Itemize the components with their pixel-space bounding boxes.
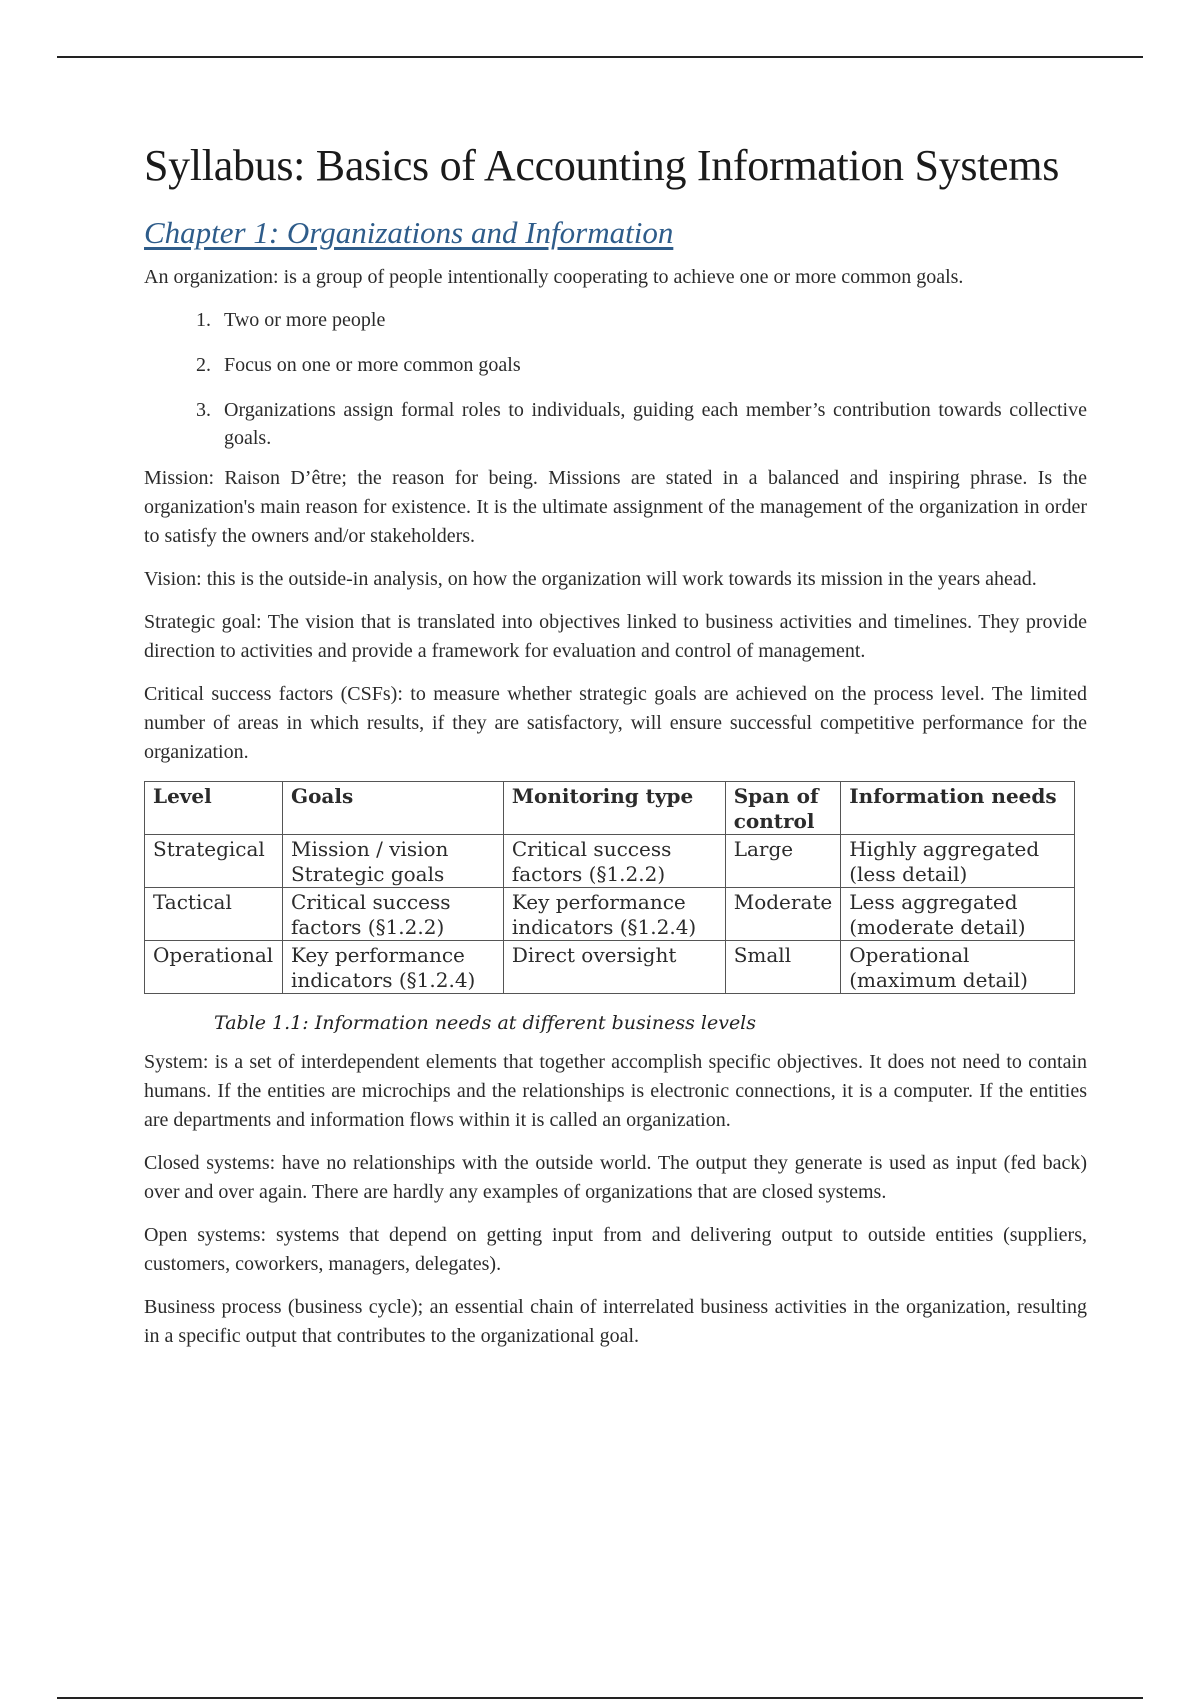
cell-info (841, 941, 1075, 994)
document-body (144, 140, 1087, 1365)
cell-goals (282, 888, 503, 941)
header-span-of-control: Span of control (725, 782, 841, 835)
cell-level: Tactical (145, 888, 283, 941)
cell-line: Key performance (511, 890, 686, 915)
header-monitoring-type: Monitoring type (503, 782, 725, 835)
cell-line: Less aggregated (849, 890, 1018, 915)
cell-line: (less detail) (849, 862, 968, 887)
cell-line: factors (§1.2.2) (511, 862, 666, 887)
vision-paragraph: Vision: this is the outside-in analysis, on how the organization will work towards its mission in the years ahead. (144, 568, 1037, 591)
list-item: 3. Organizations assign formal roles to individuals, guiding each member’s contribution towards collective goals. (216, 396, 1087, 452)
cell-info (841, 835, 1075, 888)
table-caption: Table 1.1: Information needs at different business levels (214, 1012, 757, 1035)
cell-line: Direct oversight (511, 943, 677, 968)
cell-line: Highly aggregated (849, 837, 1040, 862)
list-item: 1. Two or more people (216, 306, 1087, 334)
cell-level: Strategical (145, 835, 283, 888)
organization-definition: An organization: is a group of people intentionally cooperating to achieve one or more common goals. (144, 266, 964, 289)
mission-paragraph: Mission: Raison D’être; the reason for being. Missions are stated in a balanced and inspiring phrase. Is the organization's main reason for existence. It is the ultimate assignment of the management of the organization in order to satisfy the owners and/or stakeholders. (144, 467, 1087, 548)
closed-systems-paragraph: Closed systems: have no relationships with the outside world. The output they generate is used as input (fed back) over and over again. There are hardly any examples of organizations that are closed systems. (144, 1152, 1087, 1204)
cell-monitoring (503, 888, 725, 941)
cell-goals (282, 941, 503, 994)
header-goals: Goals (282, 782, 503, 835)
cell-span: Small (725, 941, 841, 994)
cell-line: Mission / vision (290, 837, 449, 862)
cell-span: Moderate (725, 888, 841, 941)
cell-line: Strategic goals (290, 862, 445, 887)
cell-line: indicators (§1.2.4) (290, 968, 476, 993)
cell-span: Large (725, 835, 841, 888)
header-level: Level (145, 782, 283, 835)
information-needs-table (144, 781, 1075, 994)
cell-info (841, 888, 1075, 941)
cell-line: (maximum detail) (849, 968, 1028, 993)
business-process-paragraph: Business process (business cycle); an essential chain of interrelated business activities in the organization, resulting in a specific output that contributes to the organizational goal. (144, 1296, 1087, 1348)
list-item: 2. Focus on one or more common goals (216, 351, 1087, 379)
strategic-goal-paragraph: Strategic goal: The vision that is translated into objectives linked to business activities and timelines. They provide direction to activities and provide a framework for evaluation and control of management. (144, 611, 1087, 663)
top-rule (57, 56, 1143, 58)
table-row (145, 941, 1075, 994)
cell-line: Key performance (290, 943, 465, 968)
csf-paragraph: Critical success factors (CSFs): to measure whether strategic goals are achieved on the process level. The limited number of areas in which results, if they are satisfactory, will ensure successful competitive performance for the organization. (144, 683, 1087, 764)
cell-line: Critical success (511, 837, 672, 862)
cell-goals (282, 835, 503, 888)
open-systems-paragraph: Open systems: systems that depend on getting input from and delivering output to outside entities (suppliers, customers, coworkers, managers, delegates). (144, 1224, 1087, 1276)
cell-level: Operational (145, 941, 283, 994)
cell-monitoring (503, 835, 725, 888)
header-information-needs: Information needs (841, 782, 1075, 835)
table-row (145, 888, 1075, 941)
cell-line: factors (§1.2.2) (290, 915, 445, 940)
system-paragraph: System: is a set of interdependent elements that together accomplish specific objectives. It does not need to contain humans. If the entities are microchips and the relationships is electronic connections, it is a computer. If the entities are departments and information flows within it is called an organization. (144, 1051, 1087, 1132)
chapter-heading[interactable]: Chapter 1: Organizations and Information (144, 214, 674, 250)
page-title: Syllabus: Basics of Accounting Information Systems (144, 141, 1060, 190)
cell-line: Critical success (290, 890, 451, 915)
cell-line: Operational (849, 943, 970, 968)
bottom-rule (57, 1697, 1143, 1699)
table-row (145, 835, 1075, 888)
table-header-row (145, 782, 1075, 835)
cell-line: indicators (§1.2.4) (511, 915, 697, 940)
organization-criteria-list (144, 306, 1087, 452)
cell-monitoring (503, 941, 725, 994)
cell-line: (moderate detail) (849, 915, 1026, 940)
